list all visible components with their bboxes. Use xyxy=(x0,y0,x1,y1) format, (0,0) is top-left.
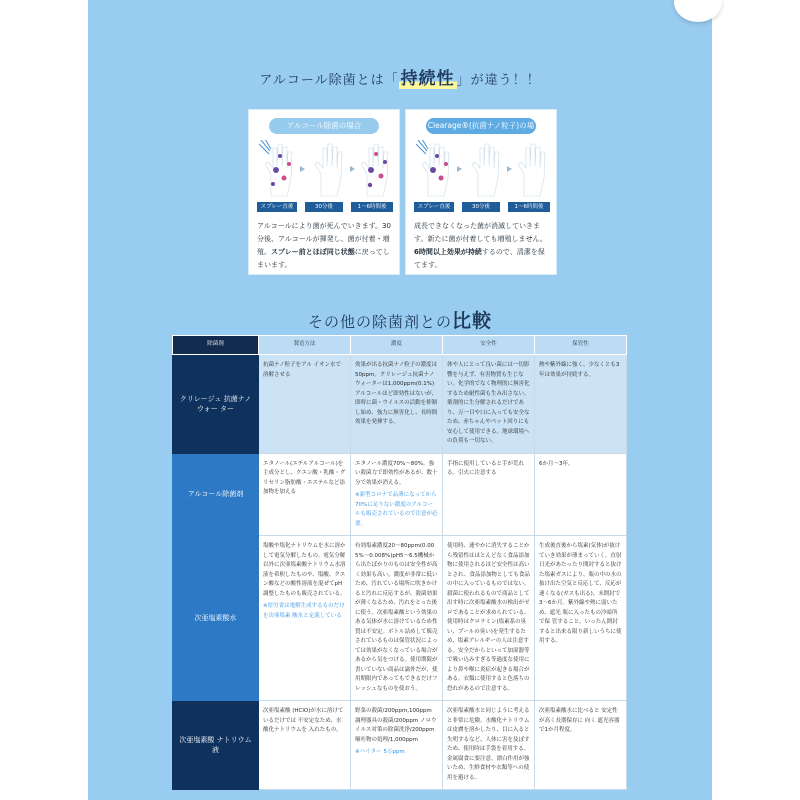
cell-text: 6か月〜3年。 xyxy=(539,460,574,467)
corner-badge xyxy=(674,0,722,22)
card-clearage xyxy=(405,109,557,275)
table-cell xyxy=(259,453,351,536)
heading-persistence xyxy=(88,64,712,89)
heading2-big: 比較 xyxy=(452,310,493,332)
card-clearage-text xyxy=(414,220,548,272)
table-cell xyxy=(535,536,627,701)
cell-text: 有効塩素濃度20〜80ppm(0.005%〜0.008%)pH5〜6.5機械から出たばかりのものは安全性が高く効果も高い。濃度が非常に低いため、汚れている場所に吹きかけると汚れに反応するが、殺菌効果が薄くなるため、汚れをとった後に使う。次亜塩素酸という効果のある気体が水に溶けているため性質は不安定。ボトル詰めして販売されているものは保管状況によっては効果がなくなっている場合があるから気をつける。使用期限が書いていない商品は論外だが、使用期限内であってもできるだけフレッシュなものを使おう。 xyxy=(355,543,438,692)
heading1-post: が違う！！ xyxy=(470,73,541,88)
stage-label: 30分後 xyxy=(462,202,500,212)
card-text-part: に戻ってしまいます。 xyxy=(257,248,390,269)
table-header-row xyxy=(173,336,627,355)
hand-clean-icon xyxy=(466,140,504,198)
table-cell xyxy=(535,355,627,454)
table-cell xyxy=(443,355,535,454)
cell-text: 体や人にとって良い菌には一切影響を与えず、有害物質も生じない。化学的でなく物理的に無害化するため耐性菌も生み出さない。薬剤的に生分解されるだけであり、万一目や口に入っても安全なため、赤ちゃんやペット回りにも安心して使用できる。地球環境への負荷も一切ない。 xyxy=(447,362,530,444)
table-cell xyxy=(443,701,535,790)
row-header: クリレージュ 抗菌ナノウォー ター xyxy=(173,355,259,454)
cell-text: エタノール(エチルアルコール)を主成分とし、クエン酸・乳酸・グリセリン脂肪酸・エステルなど添加物を加える xyxy=(263,460,346,495)
table-cell xyxy=(259,701,351,790)
cell-note: ※新型コロナで品薄になってから70%に足りない濃度のアルコールも販売されているので注意が必要。 xyxy=(355,492,438,527)
cell-text: エタノール濃度70%〜80%。強い殺菌力で即効性があるが、数十分で効果が消える。 xyxy=(355,460,438,486)
card-text-bold: スプレー前とほぼ同じ状態 xyxy=(271,248,355,256)
heading1-pre: アルコール除菌とは xyxy=(259,73,385,88)
hand-spray-icon xyxy=(416,140,454,198)
table-cell xyxy=(443,536,535,701)
hand-clean-icon xyxy=(309,140,347,198)
arrow-icon xyxy=(457,166,462,172)
cell-text: 効果が出る抗菌ナノ粒子の濃度は50ppm。クリレージュ抗菌ナノウォーターは1,000ppm(0.1%)アルコールほど即効性はないが、即時に菌・ウイルスの活動を抑制し始め、強力に無害化し、長時間効果を発揮する。 xyxy=(355,362,438,425)
column-header: 除菌剤 xyxy=(173,336,259,355)
column-header: 濃度 xyxy=(351,336,443,355)
table-row xyxy=(173,701,627,790)
column-header: 製造方法 xyxy=(259,336,351,355)
stage-label: スプレー直後 xyxy=(257,202,297,212)
table-cell xyxy=(259,355,351,454)
cell-text: 塩酸や塩化ナトリウムを水に溶かして電気分解したもの。電気分解以外に次亜塩素酸ナトリウム水溶液を希釈したものや、塩酸、クエン酸などの酸性溶液を混ぜてpH調整したものも販売されている。 xyxy=(263,543,346,597)
cell-text: 野菜の殺菌/200ppm,100ppm 調理器具の殺菌/200ppm ノロウイルス対策の除菌洗浄/200ppm 嘔吐物の処理/1,000ppm xyxy=(355,708,437,743)
column-header: 保管性 xyxy=(535,336,627,355)
hand-germs-icon xyxy=(355,140,393,198)
card-text-part: するので、清潔を保てます。 xyxy=(414,248,545,269)
table-cell xyxy=(443,453,535,536)
table-row xyxy=(173,536,627,701)
heading2-pre: その他の除菌剤との xyxy=(307,313,452,331)
hand-spray-icon xyxy=(259,140,297,198)
table-cell xyxy=(259,536,351,701)
arrow-icon xyxy=(300,166,305,172)
cell-text: 熱や紫外線に強く、少なくとも3年は効果が持続する。 xyxy=(539,362,620,378)
table-cell xyxy=(351,453,443,536)
stage-label: 1〜6時間後 xyxy=(508,202,550,212)
stage-label: スプレー直後 xyxy=(414,202,454,212)
heading1-close-bracket: 」 xyxy=(456,73,471,88)
hands-illustration xyxy=(259,140,389,198)
table-cell xyxy=(351,701,443,790)
table-cell xyxy=(535,701,627,790)
comparison-table xyxy=(172,335,627,790)
cell-text: 生成後直後から塩素(気体)が抜けていき効果が薄まっていく。直射日光があたったり開封すると抜けた塩素ガスにより、瓶の中の水の抜け出た空気と反応して、反応が速くなる(ガスも出る)。未開封で3〜6か月。紫外線や熱に弱いため、遮光 瓶に入ったもの冷暗所で保 管すること。いったん開封すると出来る限り新しいうちに使用する。 xyxy=(539,543,622,644)
card-text-part: 成長できなくなった菌が消滅していきます。新たに菌が付着しても増殖しません。 xyxy=(414,222,547,243)
cell-text: 手指に使用していると手が荒れる。引火に注意する xyxy=(447,460,525,476)
cell-text: 抗菌ナノ粒子をアル イオン水で溶解させる xyxy=(263,362,341,378)
column-header: 安全性 xyxy=(443,336,535,355)
row-header: アルコール除菌剤 xyxy=(173,453,259,536)
table-cell xyxy=(351,355,443,454)
table-cell xyxy=(535,453,627,536)
cell-note: ※厚労省は電解生成するものだけを次亜塩素 酸水と定義している xyxy=(263,603,345,619)
heading1-open-bracket: 「 xyxy=(384,73,399,88)
card-alcohol xyxy=(248,109,400,275)
cell-text: 次亜塩素酸水と同じように考えると非常に危険。水酸化ナトリウムは皮膚を溶かしたり、目に入ると失明するなど、人体に害を及ぼすため、使用時は手袋を着用する。金属腐食に要注意。漂白作用が強いため、生鮮食材や衣類等への使用を避ける。 xyxy=(447,708,530,781)
row-header: 次亜塩素酸水 xyxy=(173,536,259,701)
cell-text: 次亜塩素酸 (HClO)が水に溶けているだけでは 不安定なため、水酸化ナトリウムを 入れたもの。 xyxy=(263,708,344,733)
table-row xyxy=(173,355,627,454)
table-row xyxy=(173,453,627,536)
hands-illustration xyxy=(416,140,546,198)
heading1-highlight: 持続性 xyxy=(400,69,455,89)
heading-comparison xyxy=(0,306,800,333)
cell-text: 次亜塩素酸水に比べると 安定性が高く長期保存に 向く 遮光容器で1か月程度。 xyxy=(539,708,620,733)
cell-note: ※ハイター 5万ppm xyxy=(355,749,405,755)
stage-label: 1〜6時間後 xyxy=(351,202,393,212)
cell-text: 使用時、速やかに消失することから残留性はほとんどなく食品添加物に使用されるほど安全性は高いとされ、食品添加物としても食品の中に入っているものではない。殺菌に使われるもので商品として出す時に次亜塩素酸水の検出がゼロであることが求められている。使用時はクロラミン(塩素系の臭い、プールの臭い)を発生するため、塩素アレルギーの人は注意する。安全だからといって加湿器等で吸い込みすぎる等過度な使用により鼻や喉に炎症が起きる場合がある。衣類に使用すると色落ちの恐れがあるので注意する。 xyxy=(447,543,530,692)
card-alcohol-title: アルコール除菌の場合 xyxy=(269,118,379,134)
card-text-bold: 6時間以上効果が持続 xyxy=(414,248,482,256)
stage-label: 30分後 xyxy=(305,202,343,212)
card-clearage-title: Clearage®(抗菌ナノ粒子)の場合 xyxy=(426,118,536,134)
card-text-part: アルコールにより菌が死んでいきます。30分後、アルコールが揮発し、菌が付着・増殖。 xyxy=(257,222,391,256)
card-alcohol-text xyxy=(257,220,391,272)
table-cell xyxy=(351,536,443,701)
row-header: 次亜塩素酸 ナトリウム液 xyxy=(173,701,259,790)
hand-clean-icon xyxy=(512,140,550,198)
